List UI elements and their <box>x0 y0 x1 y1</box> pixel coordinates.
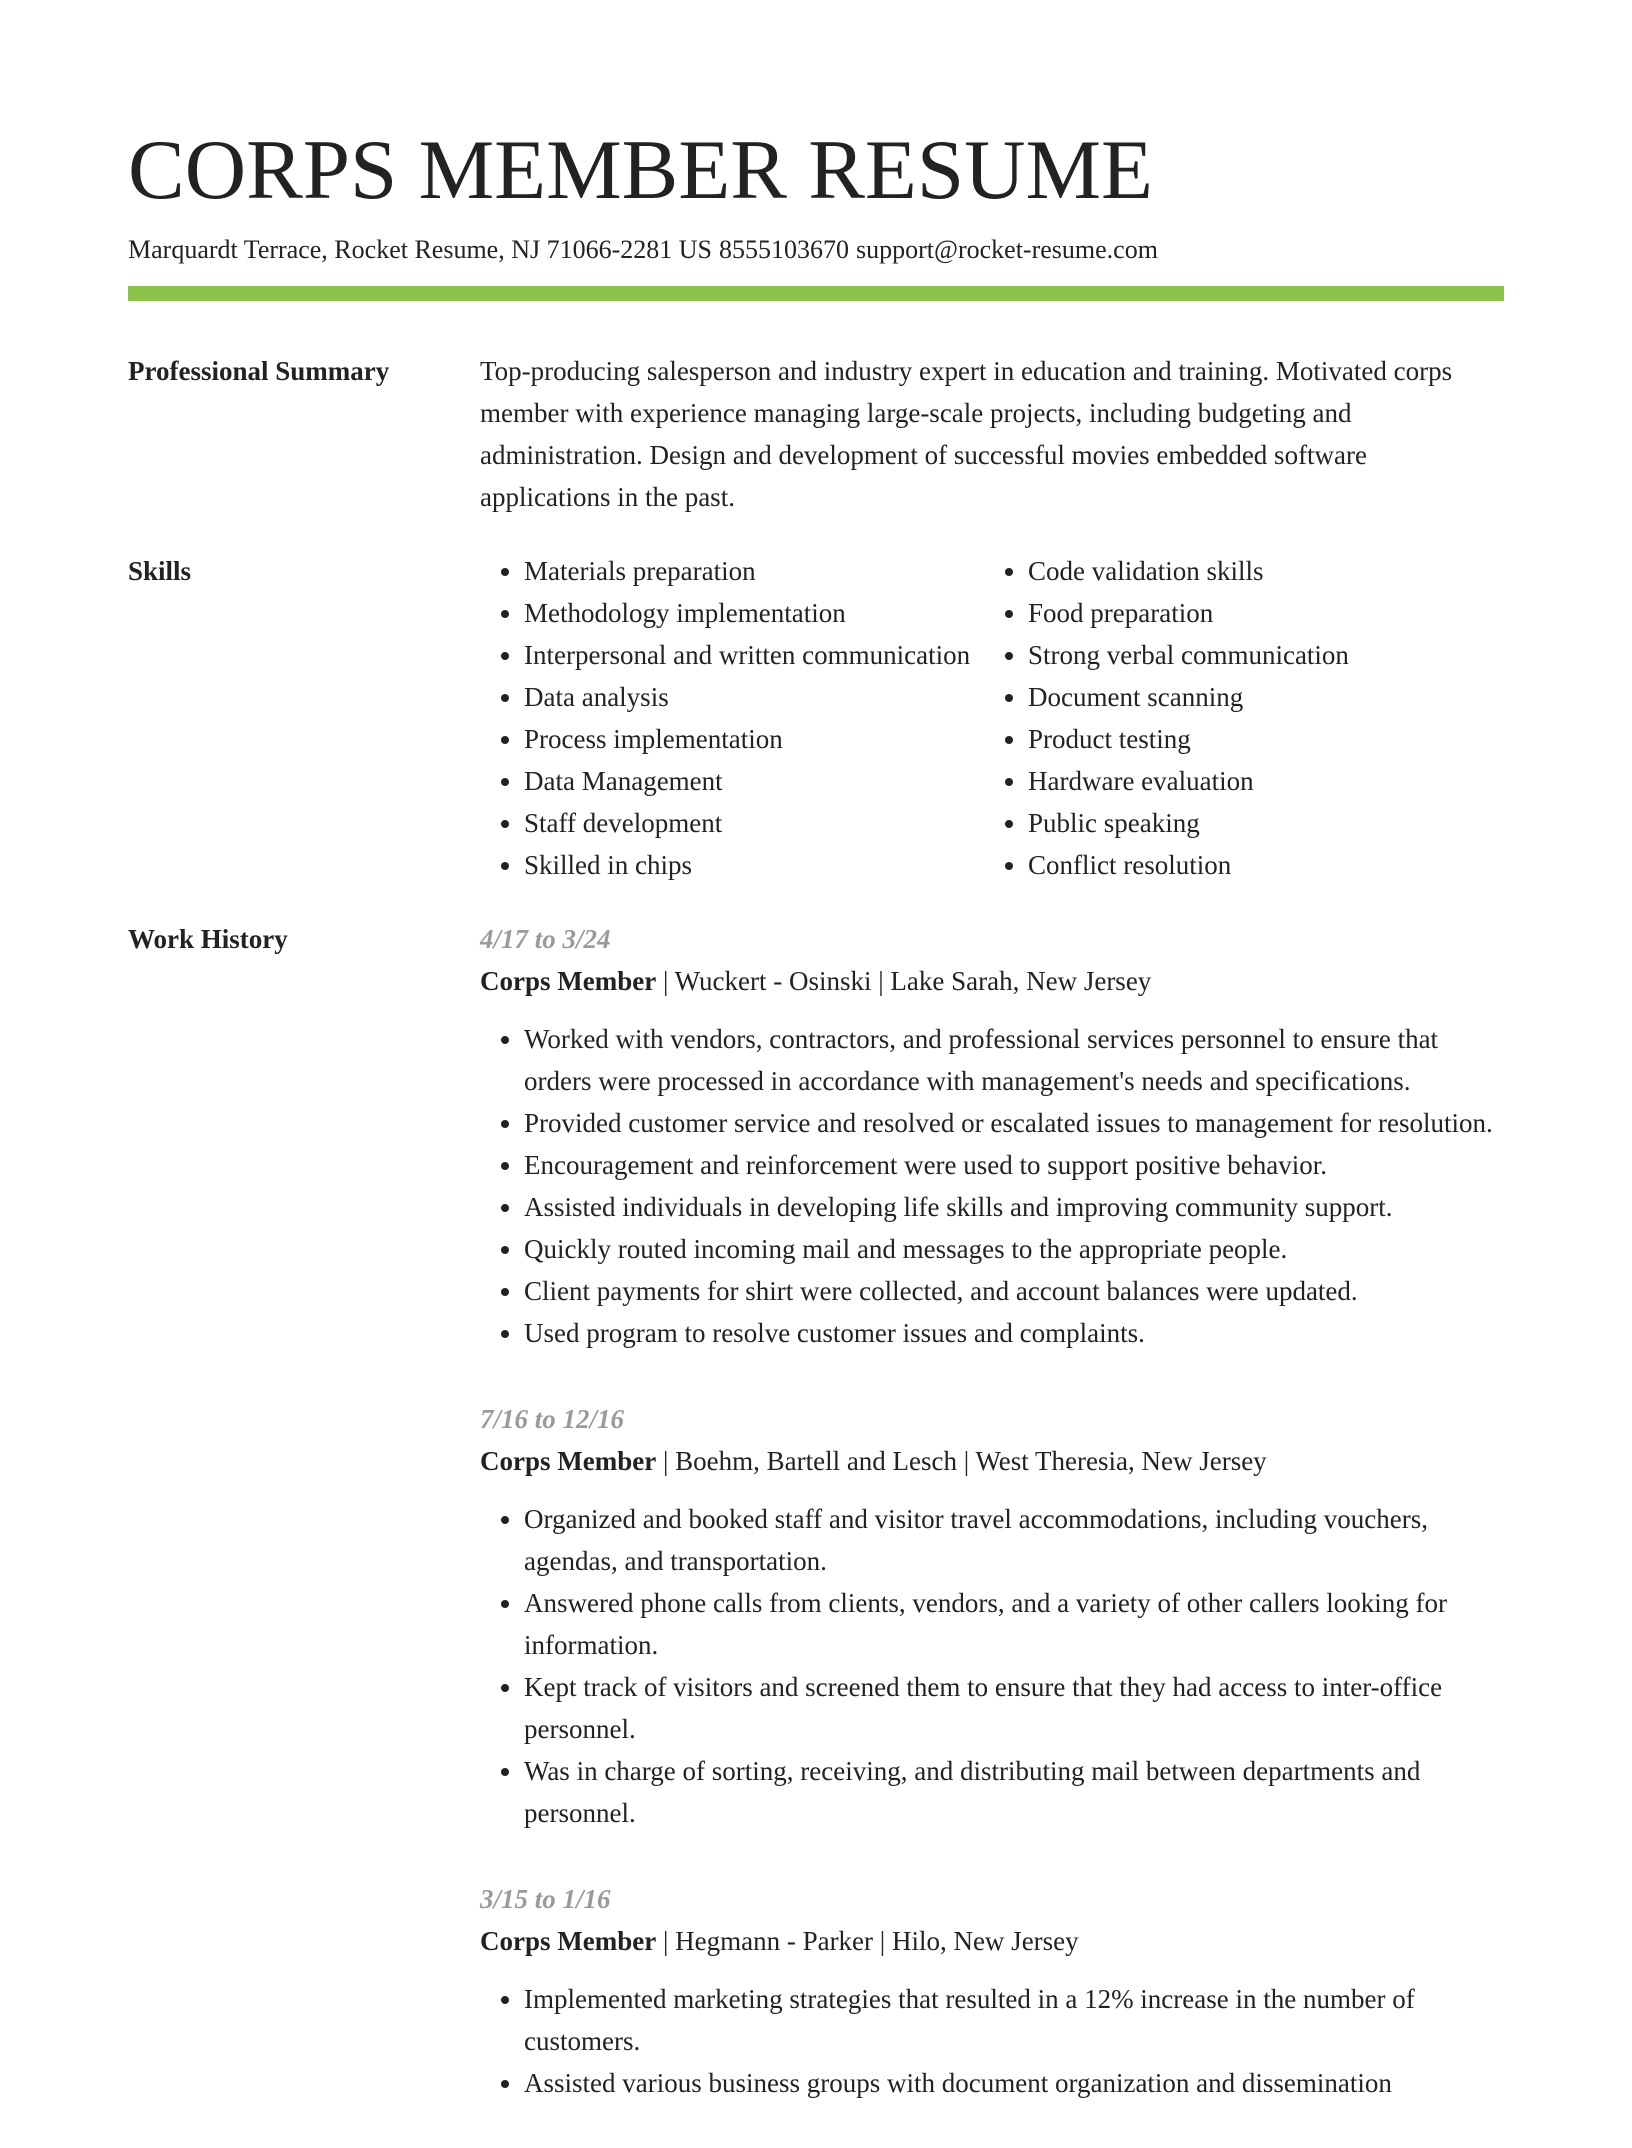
job-title: Corps Member <box>480 1926 657 1956</box>
job-bullet: • Assisted individuals in developing life skills and improving community support. <box>524 1186 1504 1228</box>
contact-line <box>128 232 1158 268</box>
work-history-heading: Work History <box>128 924 288 954</box>
job-title: Corps Member <box>480 966 657 996</box>
summary-body <box>480 350 1504 518</box>
job-bullet: • Kept track of visitors and screened them to ensure that they had access to inter-office personnel. <box>524 1666 1504 1750</box>
job-bullet: • Implemented marketing strategies that resulted in a 12% increase in the number of customers. <box>524 1978 1504 2062</box>
skills-list-right <box>984 550 1488 886</box>
job-bullet: • Assisted various business groups with document organization and dissemination <box>524 2062 1504 2104</box>
skill-item: • Conflict resolution <box>1028 844 1488 886</box>
skill-item: • Hardware evaluation <box>1028 760 1488 802</box>
job-title-line: Corps Member | Boehm, Bartell and Lesch | West Theresia, New Jersey <box>480 1446 1267 1476</box>
job-bullets <box>480 1978 1504 2104</box>
skill-item: • Document scanning <box>1028 676 1488 718</box>
job-company: Wuckert - Osinski <box>674 966 872 996</box>
skill-item: • Process implementation <box>524 718 984 760</box>
skill-item: • Code validation skills <box>1028 550 1488 592</box>
job-bullet: • Answered phone calls from clients, vendors, and a variety of other callers looking for information. <box>524 1582 1504 1666</box>
skill-item: • Food preparation <box>1028 592 1488 634</box>
job-bullets <box>480 1498 1504 1834</box>
job-company: Boehm, Bartell and Lesch <box>675 1446 958 1476</box>
job-bullet: • Worked with vendors, contractors, and professional services personnel to ensure that orders were processed in accordance with management's needs and specifications. <box>524 1018 1504 1102</box>
header-divider <box>128 286 1504 301</box>
work-history-body <box>480 918 1504 2148</box>
skill-item: • Skilled in chips <box>524 844 984 886</box>
contact-address: Marquardt Terrace, Rocket Resume, NJ 71066-2281 US <box>128 235 713 264</box>
job-title: Corps Member <box>480 1446 657 1476</box>
skill-item: • Materials preparation <box>524 550 984 592</box>
job-bullet: • Client payments for shirt were collected, and account balances were updated. <box>524 1270 1504 1312</box>
skill-item: • Interpersonal and written communication <box>524 634 984 676</box>
summary-text: Top-producing salesperson and industry expert in education and training. Motivated corps member with experience managing large-scale projects, including budgeting and administration. Design and development of successful movies embedded software applications in the past. <box>480 356 1453 512</box>
job-location: Lake Sarah, New Jersey <box>890 966 1152 996</box>
skills-body <box>480 550 1504 886</box>
skill-item: • Data analysis <box>524 676 984 718</box>
skills-list-left <box>480 550 984 886</box>
job-bullet: • Was in charge of sorting, receiving, and distributing mail between departments and personnel. <box>524 1750 1504 1834</box>
job-title-line: Corps Member | Hegmann - Parker | Hilo, New Jersey <box>480 1926 1079 1956</box>
job-dates: 3/15 to 1/16 <box>480 1884 611 1914</box>
skill-item: • Public speaking <box>1028 802 1488 844</box>
skill-item: • Methodology implementation <box>524 592 984 634</box>
job-entry <box>480 1878 1504 2104</box>
skill-item: • Product testing <box>1028 718 1488 760</box>
job-entry <box>480 1398 1504 1834</box>
job-bullet: • Organized and booked staff and visitor travel accommodations, including vouchers, agendas, and transportation. <box>524 1498 1504 1582</box>
summary-heading: Professional Summary <box>128 356 390 386</box>
job-location: West Theresia, New Jersey <box>975 1446 1267 1476</box>
skill-item: • Data Management <box>524 760 984 802</box>
job-bullet: • Quickly routed incoming mail and messages to the appropriate people. <box>524 1228 1504 1270</box>
skill-item: • Staff development <box>524 802 984 844</box>
job-dates: 4/17 to 3/24 <box>480 924 611 954</box>
job-entry <box>480 918 1504 1354</box>
contact-email: support@rocket-resume.com <box>856 235 1158 264</box>
job-title-line: Corps Member | Wuckert - Osinski | Lake Sarah, New Jersey <box>480 966 1152 996</box>
skills-heading: Skills <box>128 556 192 586</box>
job-bullet: • Encouragement and reinforcement were used to support positive behavior. <box>524 1144 1504 1186</box>
job-dates: 7/16 to 12/16 <box>480 1404 625 1434</box>
job-company: Hegmann - Parker <box>675 1926 874 1956</box>
contact-phone: 8555103670 <box>719 235 850 264</box>
job-bullet: • Provided customer service and resolved or escalated issues to management for resolution. <box>524 1102 1504 1144</box>
job-bullets <box>480 1018 1504 1354</box>
skill-item: • Strong verbal communication <box>1028 634 1488 676</box>
job-bullet: • Used program to resolve customer issues and complaints. <box>524 1312 1504 1354</box>
resume-title: CORPS MEMBER RESUME <box>128 123 1153 217</box>
job-location: Hilo, New Jersey <box>891 1926 1079 1956</box>
